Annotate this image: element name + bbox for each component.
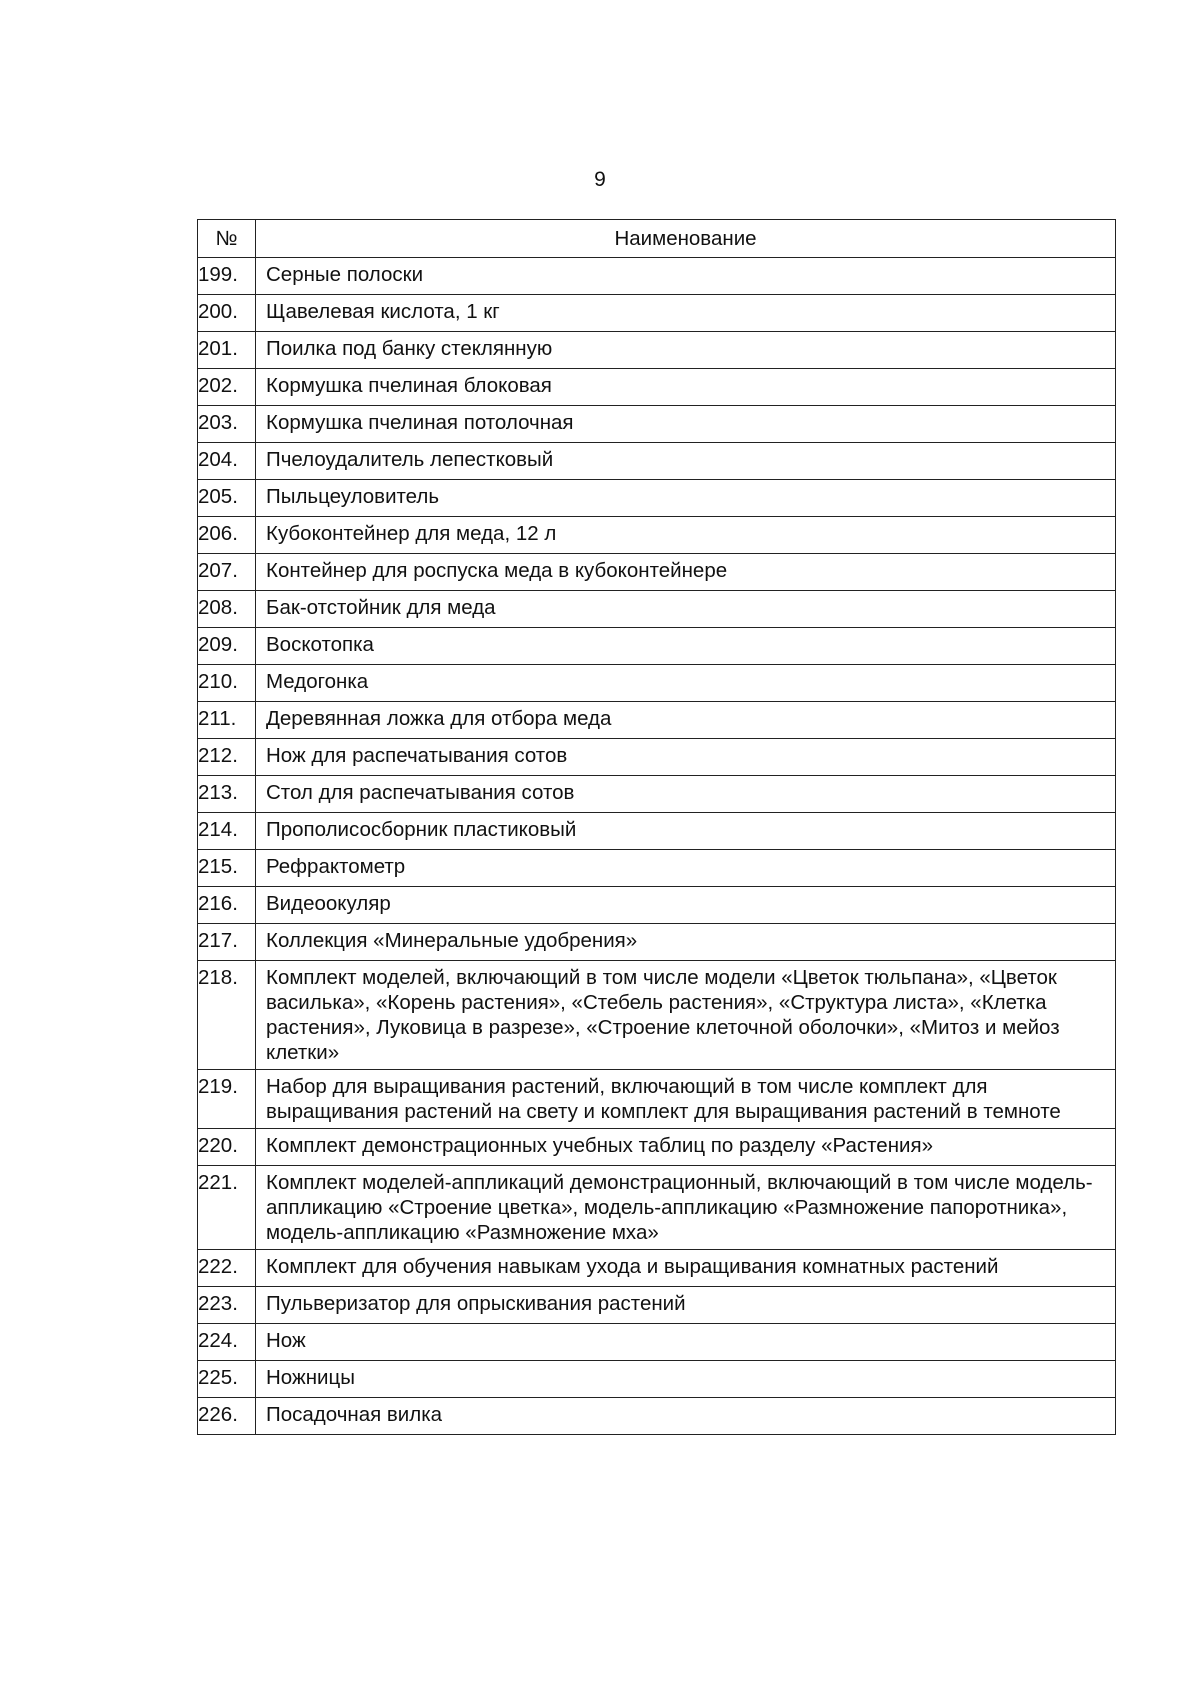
table-row (198, 665, 1116, 702)
column-header-number: № (198, 220, 256, 258)
row-name: Медогонка (256, 665, 1116, 702)
table-row (198, 1361, 1116, 1398)
table-row (198, 776, 1116, 813)
row-name: Рефрактометр (256, 850, 1116, 887)
row-name: Пчелоудалитель лепестковый (256, 443, 1116, 480)
row-name: Коллекция «Минеральные удобрения» (256, 924, 1116, 961)
table-row (198, 702, 1116, 739)
row-number: 214. (198, 813, 256, 850)
column-header-name: Наименование (256, 220, 1116, 258)
row-number: 215. (198, 850, 256, 887)
row-name: Воскотопка (256, 628, 1116, 665)
row-number: 201. (198, 332, 256, 369)
table-row (198, 332, 1116, 369)
table-row (198, 258, 1116, 295)
row-name: Посадочная вилка (256, 1398, 1116, 1435)
table-row (198, 480, 1116, 517)
row-number: 212. (198, 739, 256, 776)
table-row (198, 813, 1116, 850)
row-number: 199. (198, 258, 256, 295)
row-name: Кормушка пчелиная потолочная (256, 406, 1116, 443)
table-row (198, 1324, 1116, 1361)
page-number: 9 (594, 168, 606, 191)
row-name: Бак-отстойник для меда (256, 591, 1116, 628)
table-row (198, 1129, 1116, 1166)
table-row (198, 850, 1116, 887)
row-name: Деревянная ложка для отбора меда (256, 702, 1116, 739)
table-row (198, 1166, 1116, 1250)
row-name: Контейнер для роспуска меда в кубоконтейнере (256, 554, 1116, 591)
row-number: 216. (198, 887, 256, 924)
row-number: 220. (198, 1129, 256, 1166)
row-name: Нож (256, 1324, 1116, 1361)
table-row (198, 517, 1116, 554)
row-name: Кубоконтейнер для меда, 12 л (256, 517, 1116, 554)
table-row (198, 369, 1116, 406)
row-number: 221. (198, 1166, 256, 1250)
row-number: 222. (198, 1250, 256, 1287)
table-row (198, 961, 1116, 1070)
row-number: 211. (198, 702, 256, 739)
row-number: 225. (198, 1361, 256, 1398)
table-row (198, 295, 1116, 332)
table-row (198, 628, 1116, 665)
equipment-table (197, 219, 1116, 1435)
row-name: Пыльцеуловитель (256, 480, 1116, 517)
row-name: Стол для распечатывания сотов (256, 776, 1116, 813)
table-row (198, 887, 1116, 924)
row-name: Прополисосборник пластиковый (256, 813, 1116, 850)
row-number: 202. (198, 369, 256, 406)
row-name: Комплект моделей, включающий в том числе модели «Цветок тюльпана», «Цветок василька», «Корень растения», «Стебель растения», «Структура листа», «Клетка растения», Луковица в разрезе», «Строение клеточной оболочки», «Митоз и мейоз клетки» (256, 961, 1116, 1070)
row-number: 224. (198, 1324, 256, 1361)
row-number: 213. (198, 776, 256, 813)
row-name: Кормушка пчелиная блоковая (256, 369, 1116, 406)
row-number: 205. (198, 480, 256, 517)
row-number: 204. (198, 443, 256, 480)
row-name: Поилка под банку стеклянную (256, 332, 1116, 369)
row-number: 203. (198, 406, 256, 443)
table-row (198, 591, 1116, 628)
table-row (198, 1250, 1116, 1287)
row-number: 223. (198, 1287, 256, 1324)
row-name: Ножницы (256, 1361, 1116, 1398)
row-name: Комплект моделей-аппликаций демонстрационный, включающий в том числе модель-аппликацию «Строение цветка», модель-аппликацию «Размножение папоротника», модель-аппликацию «Размножение мха» (256, 1166, 1116, 1250)
row-number: 210. (198, 665, 256, 702)
row-name: Пульверизатор для опрыскивания растений (256, 1287, 1116, 1324)
table-row (198, 1070, 1116, 1129)
table-row (198, 554, 1116, 591)
row-name: Серные полоски (256, 258, 1116, 295)
row-name: Комплект демонстрационных учебных таблиц по разделу «Растения» (256, 1129, 1116, 1166)
row-number: 219. (198, 1070, 256, 1129)
row-number: 208. (198, 591, 256, 628)
row-number: 217. (198, 924, 256, 961)
row-number: 226. (198, 1398, 256, 1435)
row-number: 209. (198, 628, 256, 665)
row-name: Набор для выращивания растений, включающий в том числе комплект для выращивания растений на свету и комплект для выращивания растений в темноте (256, 1070, 1116, 1129)
table-row (198, 406, 1116, 443)
table-row (198, 739, 1116, 776)
row-number: 206. (198, 517, 256, 554)
table-row (198, 1398, 1116, 1435)
row-name: Видеоокуляр (256, 887, 1116, 924)
table-row (198, 443, 1116, 480)
table-row (198, 924, 1116, 961)
row-number: 200. (198, 295, 256, 332)
table-header-row (198, 220, 1116, 258)
row-name: Комплект для обучения навыкам ухода и выращивания комнатных растений (256, 1250, 1116, 1287)
row-name: Щавелевая кислота, 1 кг (256, 295, 1116, 332)
table-row (198, 1287, 1116, 1324)
row-number: 218. (198, 961, 256, 1070)
row-name: Нож для распечатывания сотов (256, 739, 1116, 776)
row-number: 207. (198, 554, 256, 591)
